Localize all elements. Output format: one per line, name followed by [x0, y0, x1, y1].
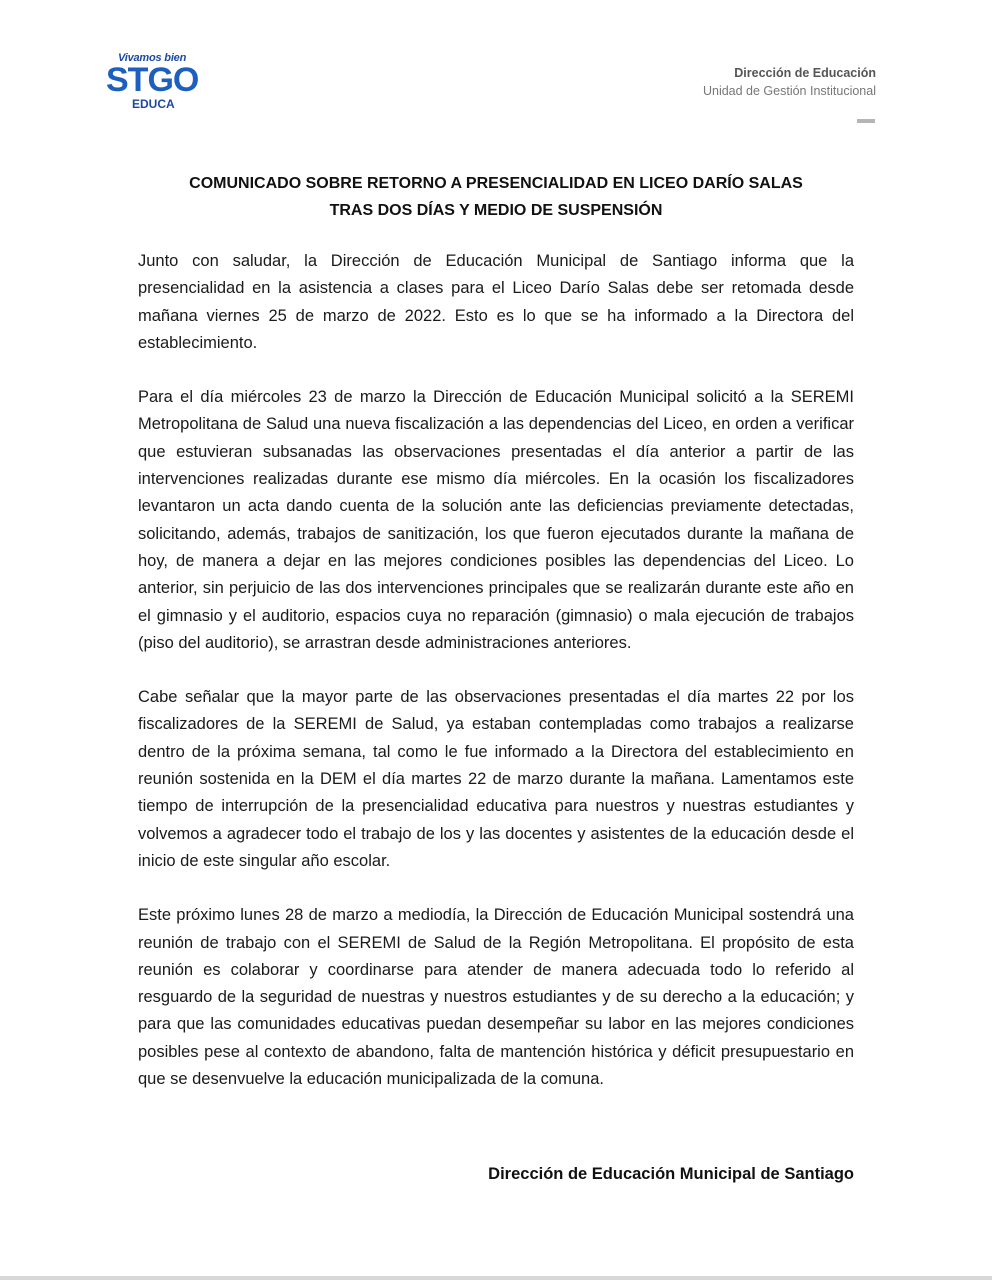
unit-name: Unidad de Gestión Institucional [702, 84, 876, 98]
letterhead-department [703, 64, 876, 100]
paragraph-3: Cabe señalar que la mayor parte de las observaciones presentadas el día martes 22 por los fiscalizadores de la SEREMI de Salud, ya estaban contempladas como trabajos a realizarse dentro de la próxima semana, tal como le fue informado a la Directora del establecimiento en reunión sostenida en la DEM el día martes 22 de marzo durante la mañana. Lamentamos este tiempo de interrupción de la presencialidad educativa para nuestros y nuestras estudiantes y volvemos a agradecer todo el trabajo de los y las docentes y asistentes de la educación desde el inicio de este singular año escolar. [138, 688, 854, 870]
paragraph-2: Para el día miércoles 23 de marzo la Dirección de Educación Municipal solicitó a la SEREMI Metropolitana de Salud una nueva fiscalización a las dependencias del Liceo, en orden a verificar que estuvieran subsanadas las observaciones presentadas el día anterior a partir de las intervenciones realizadas durante ese mismo día miércoles. En la ocasión los fiscalizadores levantaron un acta dando cuenta de la solución ante las deficiencias previamente detectadas, solicitando, además, trabajos de sanitización, los que fueron ejecutados durante la mañana de hoy, de manera a dejar en las mejores condiciones posibles las dependencias del Liceo. Lo anterior, sin perjuicio de las dos intervenciones principales que se realizarán durante este año en el gimnasio y el auditorio, espacios cuya no reparación (gimnasio) o mala ejecución de trabajos (piso del auditorio), se arrastran desde administraciones anteriores. [138, 388, 854, 652]
stgo-educa-logo [106, 52, 216, 114]
logo-wordmark: STGO [106, 61, 199, 99]
title-line-1: COMUNICADO SOBRE RETORNO A PRESENCIALIDAD EN LICEO DARÍO SALAS [189, 175, 803, 192]
paragraph-1: Junto con saludar, la Dirección de Educación Municipal de Santiago informa que la presencialidad en la asistencia a clases para el Liceo Darío Salas debe ser retomada desde mañana viernes 25 de marzo de 2022. Esto es lo que se ha informado a la Directora del establecimiento. [138, 252, 854, 352]
paragraph-4: Este próximo lunes 28 de marzo a mediodía, la Dirección de Educación Municipal sostendrá una reunión de trabajo con el SEREMI de Salud de la Región Metropolitana. El propósito de esta reunión es colaborar y coordinarse para atender de manera adecuada todo lo referido al resguardo de la seguridad de nuestras y nuestros estudiantes y de su derecho a la educación; y para que las comunidades educativas puedan desempeñar su labor en las mejores condiciones posibles pese al contexto de abandono, falta de mantención histórica y déficit presupuestario en que se desenvuelve la educación municipalizada de la comuna. [138, 906, 854, 1089]
logo-tagline: Vivamos bien [118, 52, 187, 64]
document-body [138, 248, 854, 1120]
title-line-2: TRAS DOS DÍAS Y MEDIO DE SUSPENSIÓN [329, 202, 663, 219]
signature: Dirección de Educación Municipal de Santiago [488, 1165, 854, 1183]
document-title [138, 170, 854, 224]
logo-subtitle: EDUCA [132, 97, 175, 111]
header-accent-bar [857, 119, 875, 123]
page-bottom-edge [0, 1276, 992, 1280]
department-name: Dirección de Educación [734, 66, 876, 80]
